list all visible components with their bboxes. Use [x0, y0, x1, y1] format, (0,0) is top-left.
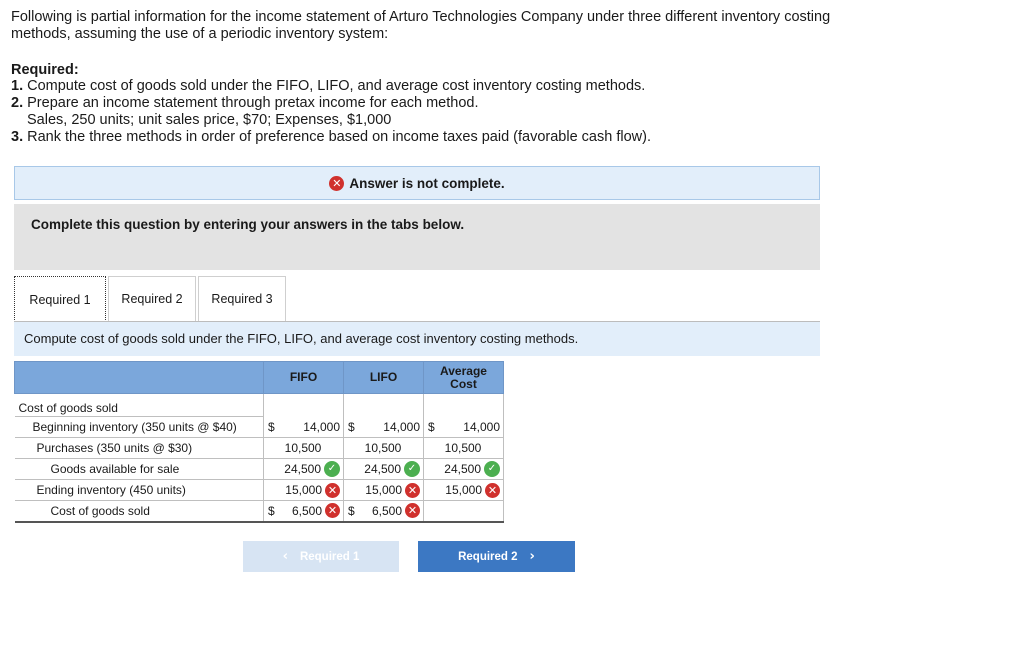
tab-bar — [14, 276, 288, 322]
check-circle-icon: ✓ — [484, 461, 500, 477]
purchases-avg-value[interactable]: 10,500 — [444, 441, 482, 455]
tab-required-2[interactable]: Required 2 — [108, 276, 196, 322]
header-lifo: LIFO — [344, 362, 424, 394]
header-fifo: FIFO — [264, 362, 344, 394]
tab-description-text: Compute cost of goods sold under the FIFO, LIFO, and average cost inventory costing methods. — [24, 331, 579, 346]
instruction-text: Complete this question by entering your answers in the tabs below. — [31, 217, 465, 232]
purchases-fifo-value[interactable]: 10,500 — [284, 441, 322, 455]
chevron-right-icon: › — [529, 549, 535, 564]
x-circle-icon: ✕ — [329, 176, 344, 191]
available-fifo-value[interactable]: 24,500 — [284, 462, 321, 476]
x-circle-icon: ✕ — [325, 483, 340, 498]
answer-status-banner — [14, 166, 820, 200]
header-average-cost: Average Cost — [424, 362, 504, 394]
ending-inventory-label: Ending inventory (450 units) — [15, 480, 264, 501]
ending-fifo-value[interactable]: 15,000 — [285, 483, 322, 497]
answer-status-text: Answer is not complete. — [349, 175, 505, 191]
next-tab-button[interactable]: Required 2 › — [418, 541, 575, 572]
requirement-2: 2. Prepare an income statement through pretax income for each method. — [11, 95, 479, 111]
beginning-avg-value[interactable]: 14,000 — [463, 419, 500, 434]
x-circle-icon: ✕ — [405, 503, 420, 518]
requirement-3: 3. Rank the three methods in order of preference based on income taxes paid (favorable cash flow). — [11, 129, 651, 145]
cogs-lifo-value[interactable]: 6,500 — [371, 503, 402, 518]
table-row-beginning-inventory: Beginning inventory (350 units @ $40) $ 14,000 $ 14,000 $ 14,000 — [15, 417, 504, 438]
chevron-left-icon: ‹ — [282, 549, 288, 564]
available-avg-value[interactable]: 24,500 — [444, 462, 481, 476]
section-label: Cost of goods sold — [15, 394, 264, 417]
table-row-cost-of-goods-sold: Cost of goods sold $ 6,500 ✕ $ 6,500 ✕ — [15, 501, 504, 522]
available-lifo-value[interactable]: 24,500 — [364, 462, 401, 476]
check-circle-icon: ✓ — [324, 461, 340, 477]
check-circle-icon: ✓ — [404, 461, 420, 477]
cogs-label: Cost of goods sold — [15, 501, 264, 522]
purchases-label: Purchases (350 units @ $30) — [15, 438, 264, 459]
required-heading: Required: — [11, 62, 79, 78]
requirement-2-detail: Sales, 250 units; unit sales price, $70; Expenses, $1,000 — [27, 112, 392, 128]
table-header-row — [15, 362, 504, 394]
purchases-lifo-value[interactable]: 10,500 — [364, 441, 402, 455]
question-intro: Following is partial information for the income statement of Arturo Technologies Company under three different inventory costing methods, assuming the use of a periodic inventory system: — [11, 9, 831, 42]
beginning-lifo-value[interactable]: 14,000 — [383, 419, 420, 434]
table-row-goods-available — [15, 459, 504, 480]
x-circle-icon: ✕ — [405, 483, 420, 498]
tab-description — [14, 322, 820, 356]
ending-avg-value[interactable]: 15,000 — [445, 483, 482, 497]
goods-available-label: Goods available for sale — [15, 459, 264, 480]
table-row — [15, 394, 504, 417]
cogs-table — [14, 361, 504, 523]
tab-required-3[interactable]: Required 3 — [198, 276, 286, 322]
cogs-fifo-value[interactable]: 6,500 — [291, 503, 322, 518]
x-circle-icon: ✕ — [485, 483, 500, 498]
tab-required-1[interactable]: Required 1 — [14, 276, 106, 322]
requirement-1: 1. Compute cost of goods sold under the FIFO, LIFO, and average cost inventory costing methods. — [11, 78, 646, 94]
beginning-inventory-label: Beginning inventory (350 units @ $40) — [15, 417, 264, 438]
ending-lifo-value[interactable]: 15,000 — [365, 483, 402, 497]
beginning-fifo-value[interactable]: 14,000 — [303, 419, 340, 434]
table-row-purchases — [15, 438, 504, 459]
instruction-panel — [14, 204, 820, 270]
requirements-list — [11, 78, 651, 146]
prev-tab-button[interactable]: ‹ Required 1 — [243, 541, 399, 572]
table-row-ending-inventory — [15, 480, 504, 501]
x-circle-icon: ✕ — [325, 503, 340, 518]
header-label — [15, 362, 264, 394]
